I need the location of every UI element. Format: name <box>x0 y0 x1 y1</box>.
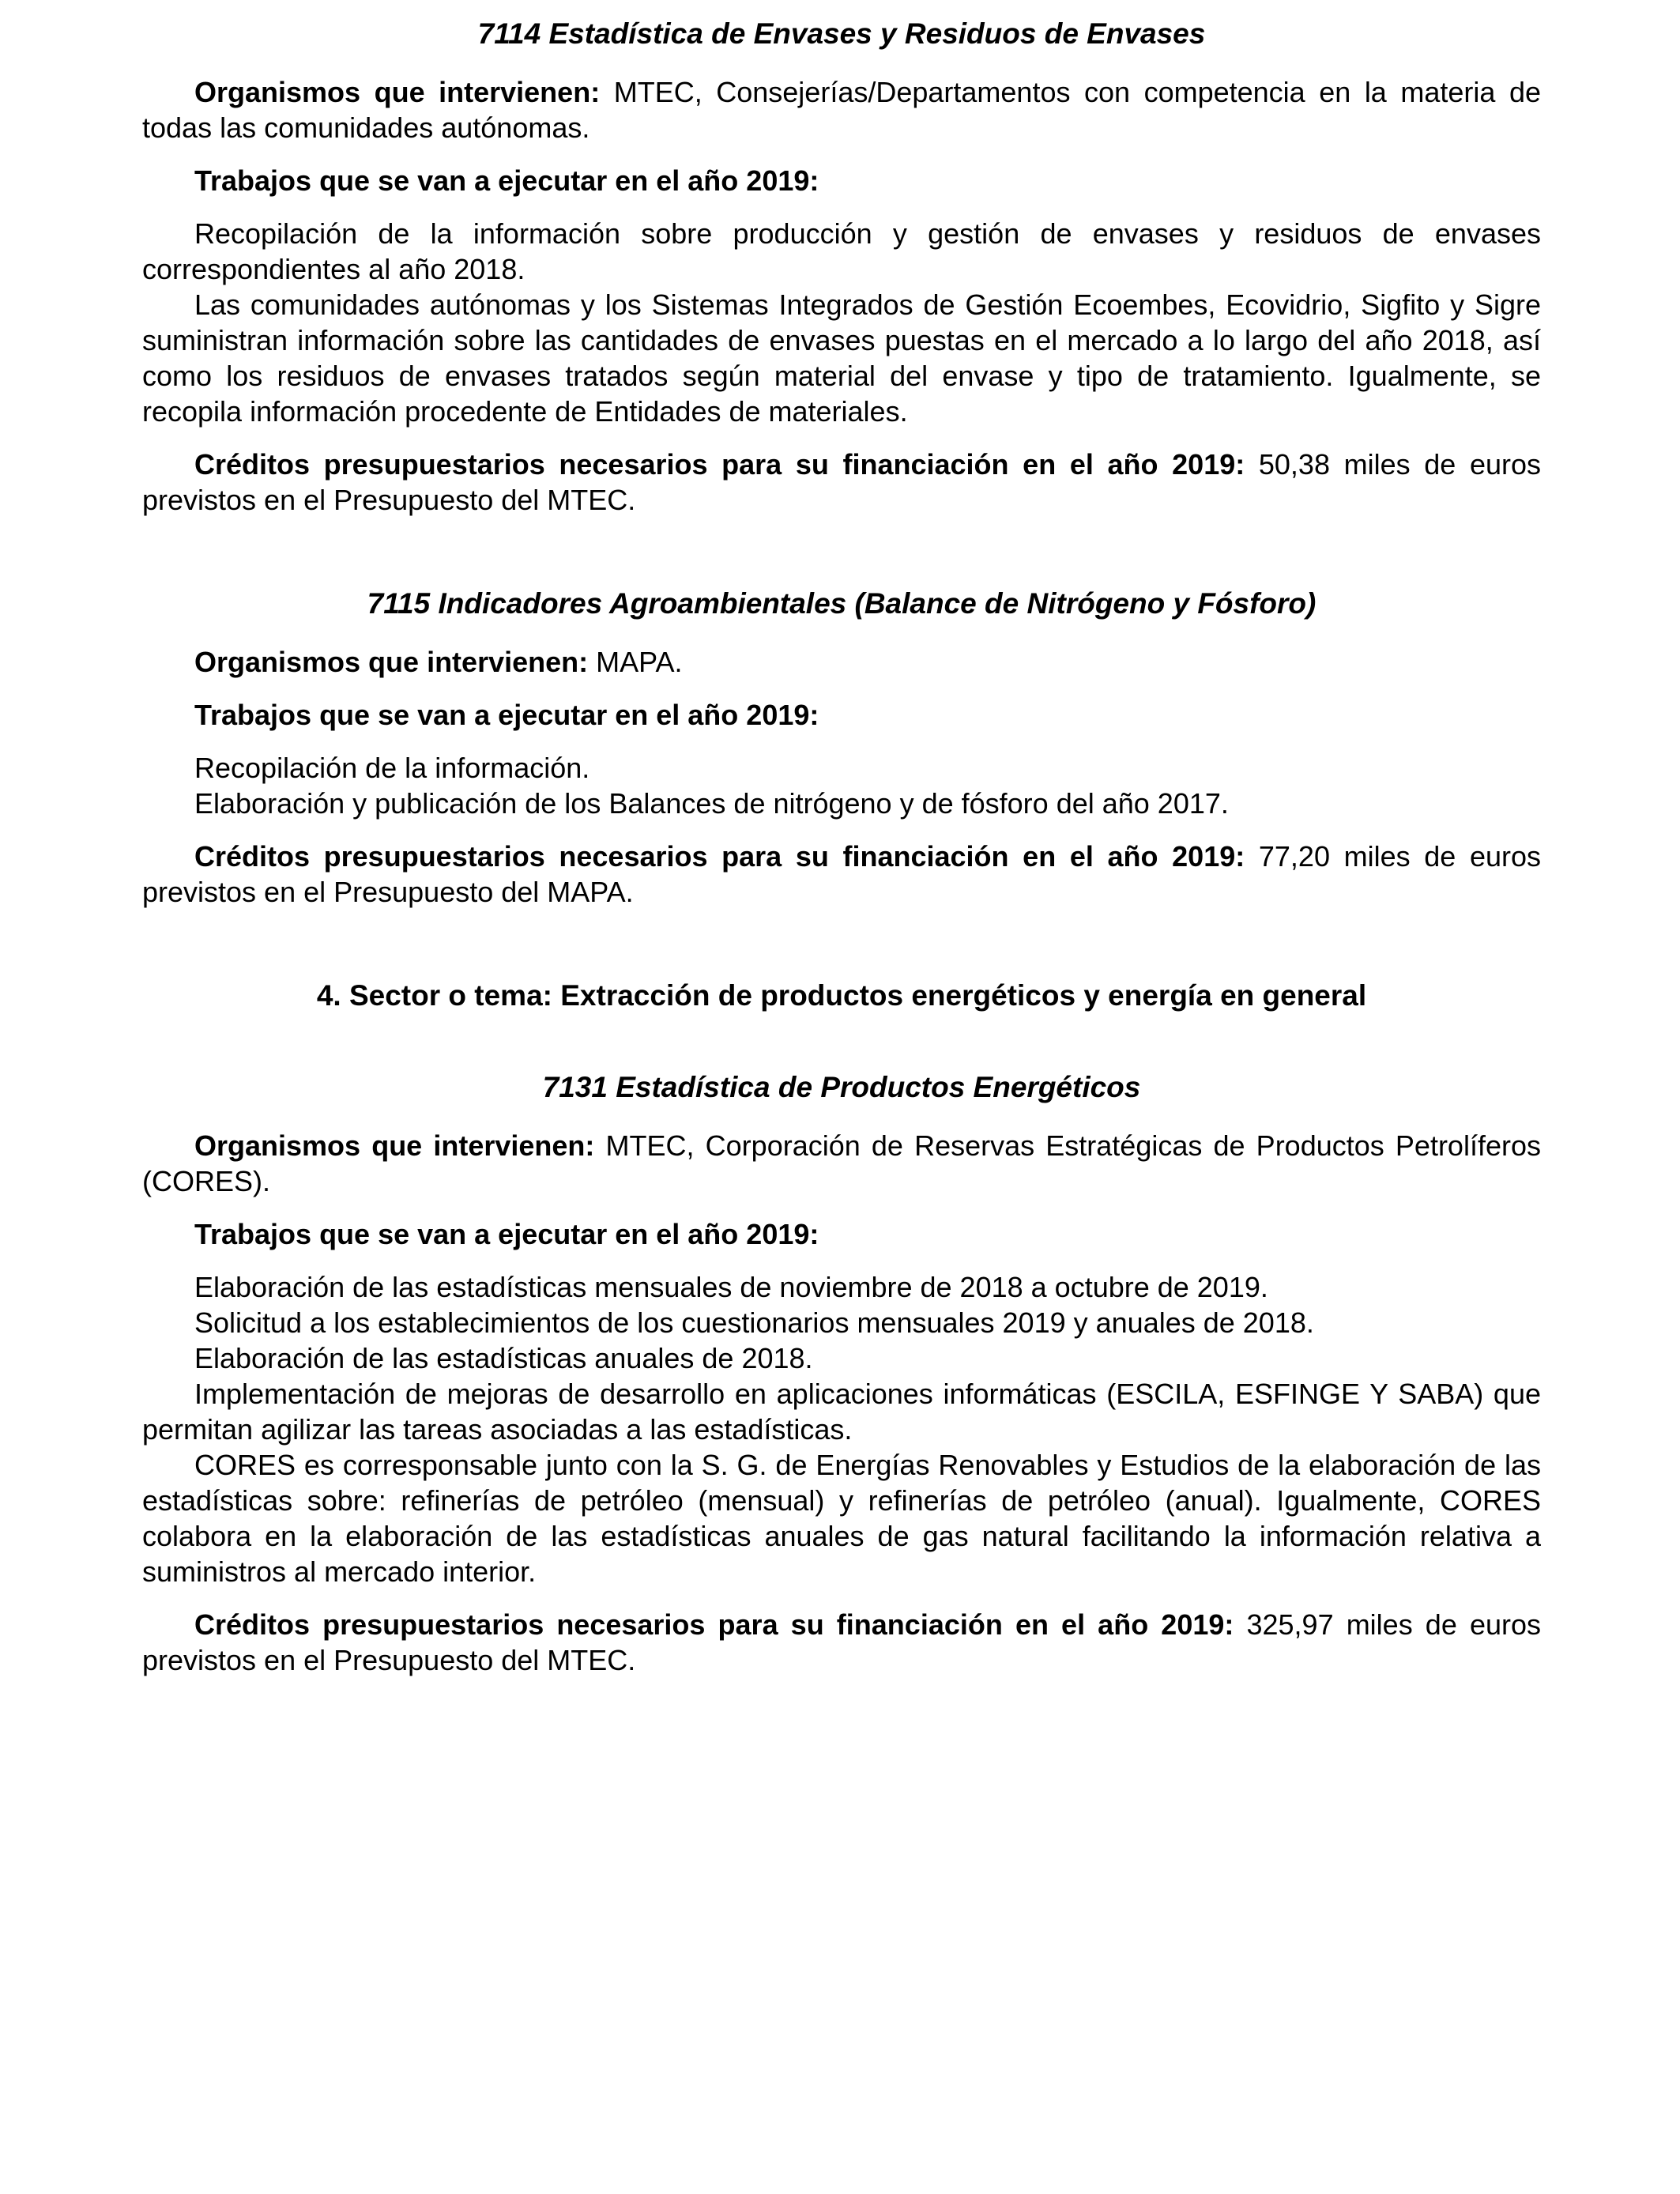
trabajo-line: CORES es corresponsable junto con la S. G. de Energías Renovables y Estudios de la elaboración de las estadísticas sobre: refinerías de petróleo (mensual) y refinerías de petróleo (anual). Igualmente, CORES colabora en la elaboración de las estadísticas anuales de gas natural facilitando la información relativa a suministros al mercado interior. <box>142 1449 1541 1588</box>
trabajos-list <box>142 750 1541 821</box>
organismos-paragraph <box>142 74 1541 145</box>
trabajo-line: Las comunidades autónomas y los Sistemas Integrados de Gestión Ecoembes, Ecovidrio, Sigfito y Sigre suministran información sobre las cantidades de envases puestas en el mercado a lo largo del año 2018, así como los residuos de envases tratados según material del envase y tipo de tratamiento. Igualmente, se recopila información procedente de Entidades de materiales. <box>142 288 1541 428</box>
page-content <box>142 16 1541 1678</box>
trabajos-label: Trabajos que se van a ejecutar en el año 2019: <box>194 164 819 197</box>
creditos-label: Créditos presupuestarios necesarios para su financiación en el año 2019: <box>194 1608 1234 1641</box>
section-title: 7115 Indicadores Agroambientales (Balance de Nitrógeno y Fósforo) <box>367 587 1317 620</box>
trabajos-list <box>142 216 1541 429</box>
organismos-label: Organismos que intervienen: <box>194 646 589 678</box>
section-title: 7131 Estadística de Productos Energéticos <box>542 1071 1141 1103</box>
creditos-text: 50,38 miles de euros previstos en el Presupuesto del MTEC. <box>142 448 1541 516</box>
section-7131 <box>142 1069 1541 1678</box>
organismos-label: Organismos que intervienen: <box>194 76 601 108</box>
organismos-text: MAPA. <box>588 646 683 678</box>
trabajo-line: Elaboración y publicación de los Balances de nitrógeno y de fósforo del año 2017. <box>194 787 1229 820</box>
section-7114 <box>142 16 1541 518</box>
trabajo-line: Recopilación de la información sobre producción y gestión de envases y residuos de envases correspondientes al año 2018. <box>142 217 1541 285</box>
organismos-paragraph <box>142 644 1541 680</box>
creditos-paragraph <box>142 447 1541 518</box>
creditos-label: Créditos presupuestarios necesarios para su financiación en el año 2019: <box>194 448 1245 481</box>
creditos-paragraph <box>142 839 1541 910</box>
section-7115 <box>142 586 1541 910</box>
creditos-text: 325,97 miles de euros previstos en el Presupuesto del MTEC. <box>142 1608 1541 1676</box>
organismos-label: Organismos que intervienen: <box>194 1129 595 1162</box>
trabajos-label: Trabajos que se van a ejecutar en el año 2019: <box>194 699 819 731</box>
trabajos-list <box>142 1269 1541 1589</box>
trabajo-line: Elaboración de las estadísticas anuales de 2018. <box>194 1342 813 1374</box>
section-title: 7114 Estadística de Envases y Residuos de Envases <box>477 17 1206 50</box>
organismos-text: MTEC, Consejerías/Departamentos con competencia en la materia de todas las comunidades autónomas. <box>142 76 1541 144</box>
trabajos-label: Trabajos que se van a ejecutar en el año 2019: <box>194 1218 819 1250</box>
creditos-text: 77,20 miles de euros previstos en el Presupuesto del MAPA. <box>142 840 1541 908</box>
creditos-paragraph <box>142 1607 1541 1678</box>
creditos-label: Créditos presupuestarios necesarios para su financiación en el año 2019: <box>194 840 1245 873</box>
trabajo-line: Solicitud a los establecimientos de los cuestionarios mensuales 2019 y anuales de 2018. <box>194 1306 1314 1339</box>
trabajo-line: Recopilación de la información. <box>194 752 590 784</box>
trabajo-line: Implementación de mejoras de desarrollo en aplicaciones informáticas (ESCILA, ESFINGE Y SABA) que permitan agilizar las tareas asociadas a las estadísticas. <box>142 1378 1541 1446</box>
organismos-text: MTEC, Corporación de Reservas Estratégicas de Productos Petrolíferos (CORES). <box>142 1129 1541 1197</box>
trabajo-line: Elaboración de las estadísticas mensuales de noviembre de 2018 a octubre de 2019. <box>194 1271 1268 1303</box>
organismos-paragraph <box>142 1128 1541 1199</box>
sector-title: 4. Sector o tema: Extracción de productos energéticos y energía en general <box>316 979 1367 1012</box>
